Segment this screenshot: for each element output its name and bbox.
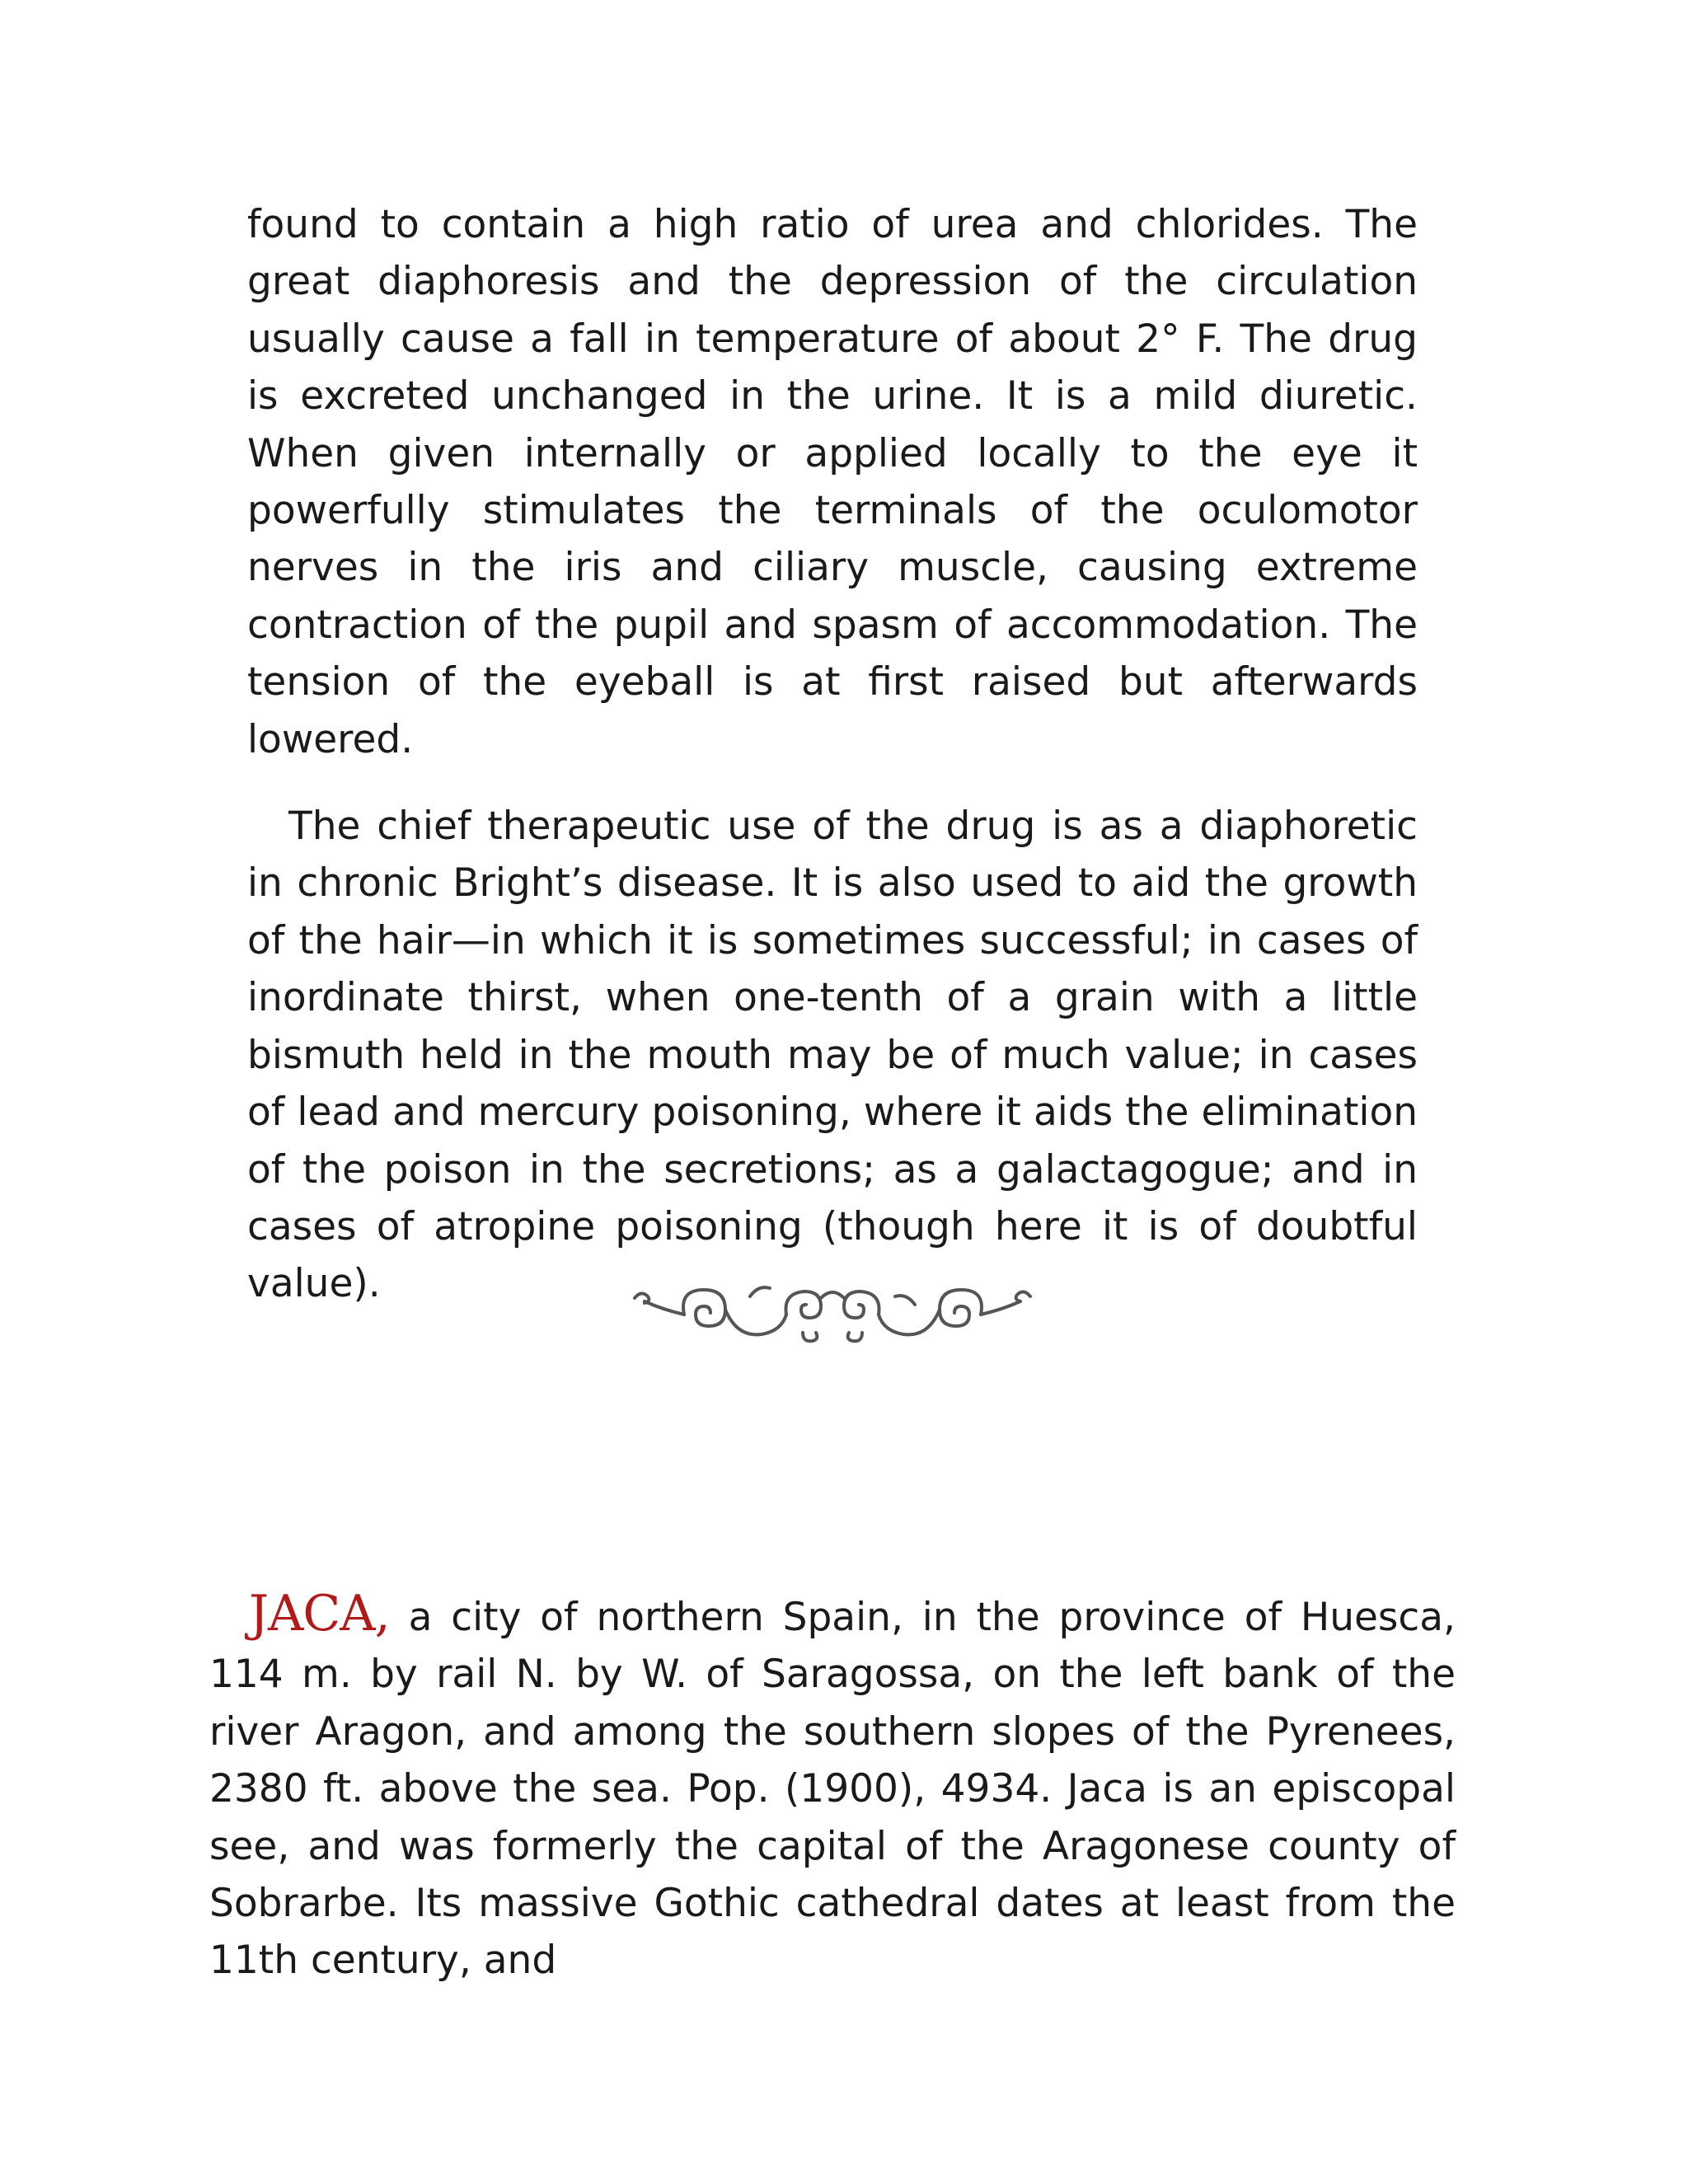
jaca-body-text: a city of northern Spain, in the province of Huesca, 114 m. by rail N. by W. of Saragossa, on the left bank of the river Aragon, and among the southern slopes of the Pyrenees, 2380 ft. above the sea. Pop. (1900), 4934. Jaca is an episcopal see, and was formerly the capital of the Aragonese county of Sobrarbe. Its massive Gothic cathedral dates at least from the 11th century, and	[209, 1595, 1456, 1984]
paragraph-effects: found to contain a high ratio of urea and chlorides. The great diaphoresis and the depression of the circulation usually cause a fall in temperature of about 2° F. The drug is excreted unchanged in the urine. It is a mild diuretic. When given internally or applied locally to the eye it powerfully stimulates the terminals of the oculomotor nerves in the iris and ciliary muscle, causing extreme contraction of the pupil and spasm of accommodation. The tension of the eyeball is at first raised but afterwards lowered.	[247, 202, 1418, 762]
jaca-paragraph	[209, 1586, 1456, 1990]
headword-jaca: JACA,	[249, 1585, 390, 1643]
pilocarpine-article-continuation	[247, 196, 1418, 1313]
scroll-flourish-icon	[626, 1273, 1039, 1347]
paragraph-therapeutic-use: The chief therapeutic use of the drug is as a diaphoretic in chronic Bright’s disease. It is also used to aid the growth of the hair—in which it is sometimes successful; in cases of inordinate thirst, when one-tenth of a grain with a little bismuth held in the mouth may be of much value; in cases of lead and mercury poisoning, where it aids the elimination of the poison in the secretions; as a galactagogue; and in cases of atropine poisoning (though here it is of doubtful value).	[247, 804, 1418, 1307]
jaca-article	[209, 1586, 1456, 1990]
